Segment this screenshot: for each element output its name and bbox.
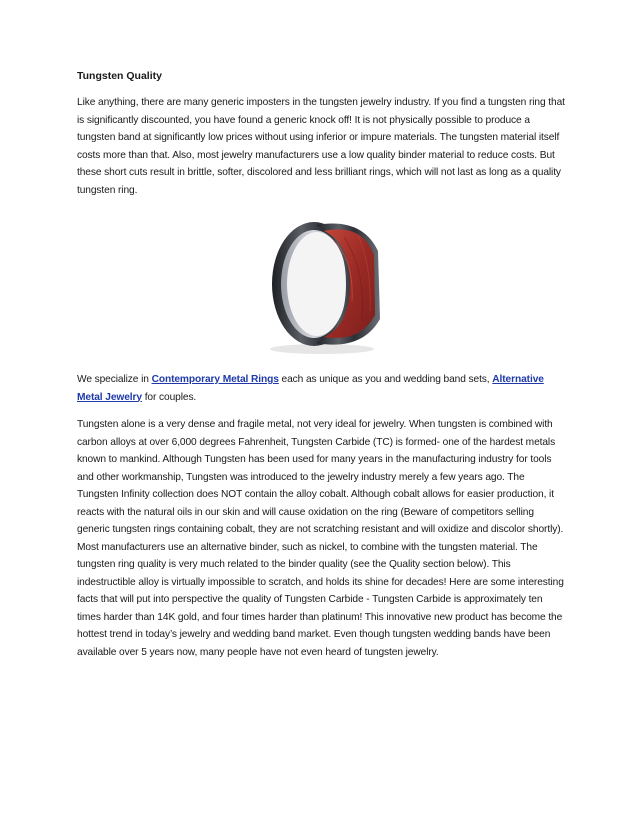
contemporary-metal-rings-link[interactable]: Contemporary Metal Rings [151,374,279,385]
specialize-text-before: We specialize in [77,374,152,385]
alternative-metal-jewelry-link[interactable]: Alternative Metal Jewelry [77,374,544,403]
paragraph-tungsten-quality: Like anything, there are many generic imposters in the tungsten jewelry industry. If you find a tungsten ring that is significantly discounted, you have found a generic knock off! It is not physically possible to produce a tungsten band at significantly low prices without using inferior or impure materials. The tungsten material itself costs more than that. Also, most jewelry manufacturers use a low quality binder material to reduce costs. But these short cuts result in brittle, softer, discolored and less brilliant rings, which will not last as long as a quality tungsten ring. [77,97,565,196]
section-heading: Tungsten Quality [77,70,162,82]
specialize-text-middle: each as unique as you and wedding band sets, [278,374,493,385]
paragraph-tungsten-carbide: Tungsten alone is a very dense and fragile metal, not very ideal for jewelry. When tungsten is combined with carbon alloys at over 6,000 degrees Fahrenheit, Tungsten Carbide (TC) is formed- one of the hardest metals known to mankind. Although Tungsten has been used for many years in the manufacturing industry for tools and other workmanship, Tungsten was introduced to the jewelry industry merely a few years ago. The Tungsten Infinity collection does NOT contain the alloy cobalt. Although cobalt allows for easier production, it reacts with the natural oils in our skin and will cause oxidation on the ring (Beware of competitors selling generic tungsten rings containing cobalt, they are not scratching resistant and will oxidize and discolor shortly). Most manufacturers use an alternative binder, such as nickel, to combine with the tungsten material. The tungsten ring quality is very much related to the binder quality (see the Quality section below). This indestructible alloy is virtually impossible to scratch, and holds its shine for decades! Here are some interesting facts that will put into perspective the quality of Tungsten Carbide - Tungsten Carbide is approximately ten times harder than 14K gold, and four times harder than platinum! This innovative new product has become the hottest trend in today’s jewelry and wedding band market. Even though tungsten wedding bands have been available over 5 years now, many people have not even heard of tungsten jewelry. [77,419,564,658]
tungsten-ring-image [254,211,390,357]
specialize-text-after: for couples. [141,391,197,403]
paragraph-specialize [77,371,567,406]
document-page [77,70,567,661]
ring-figure [77,211,567,361]
